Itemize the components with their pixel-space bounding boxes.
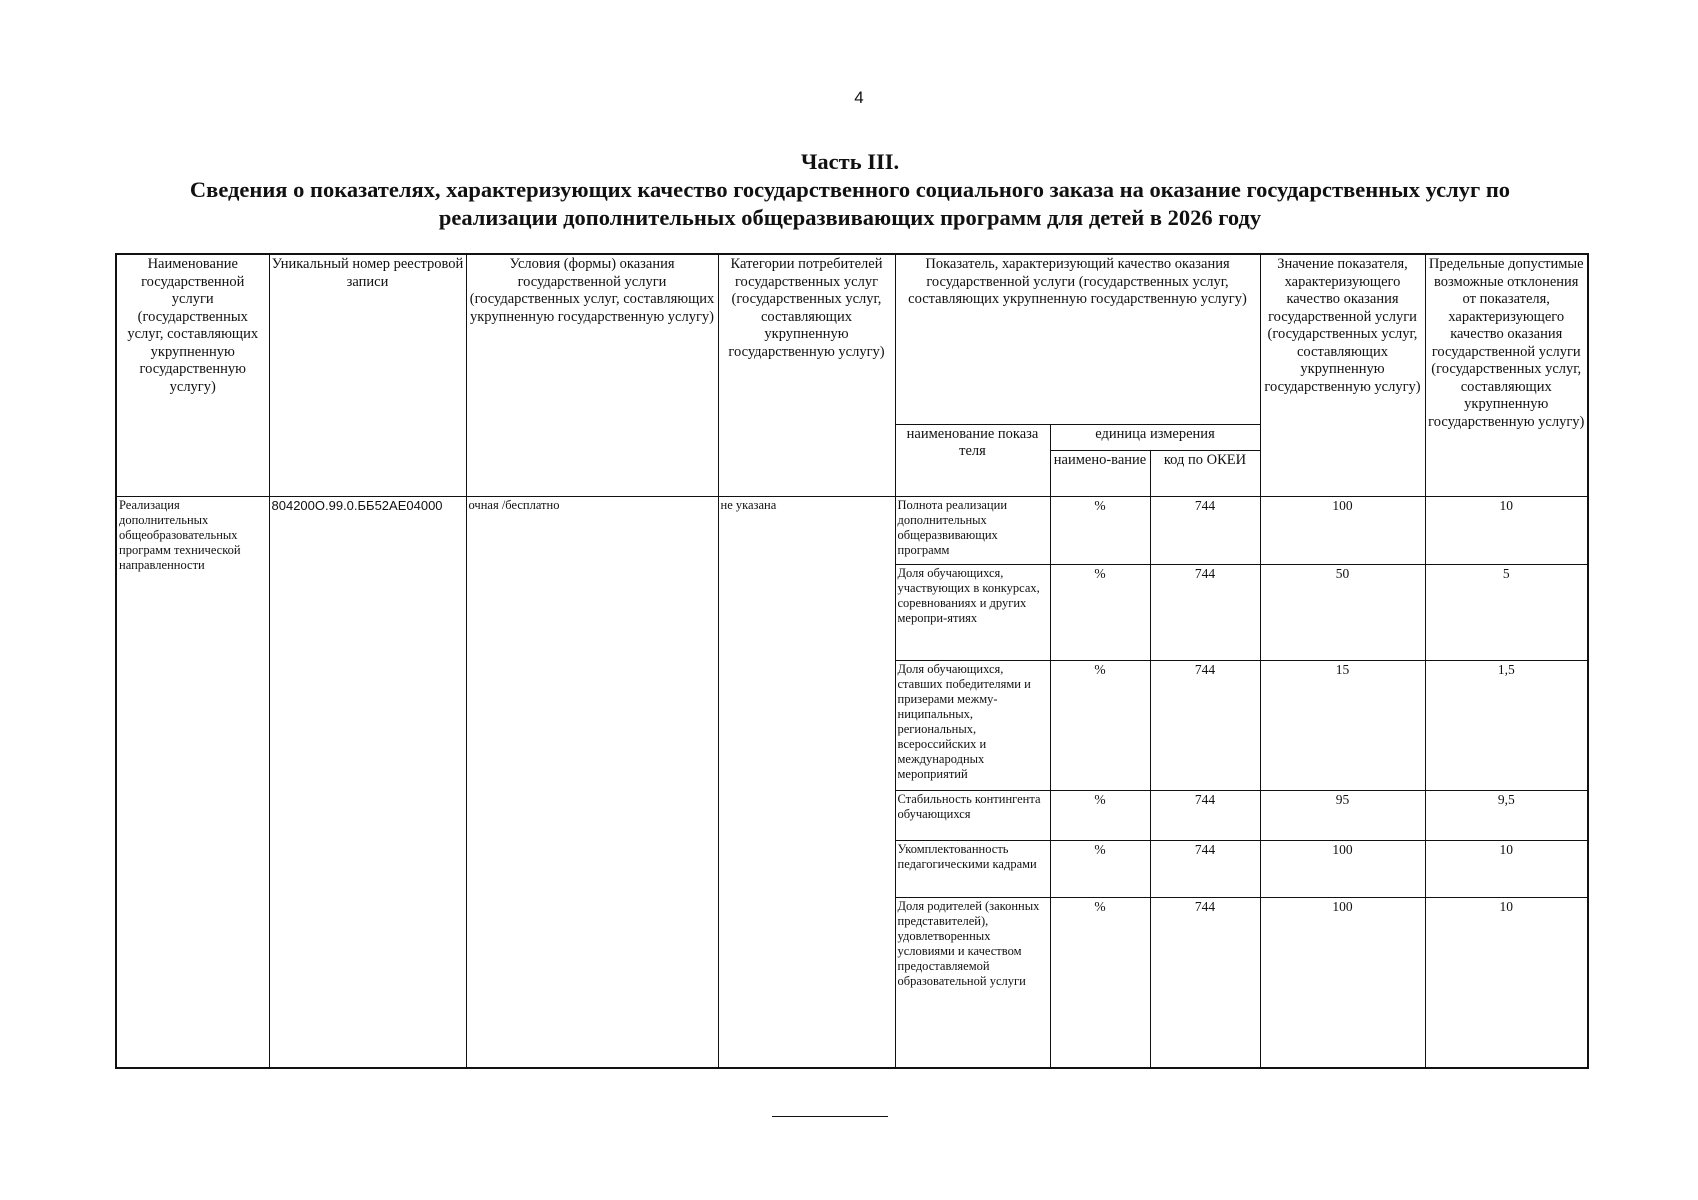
unit-name-cell: % (1050, 840, 1150, 897)
deviation-cell: 9,5 (1425, 790, 1588, 840)
unit-name-cell: % (1050, 660, 1150, 790)
deviation-cell: 10 (1425, 897, 1588, 1068)
unit-name-cell: % (1050, 897, 1150, 1068)
header-service-name: Наименование государственной услуги (государственных услуг, составляющих укрупненную государственную услугу) (116, 254, 269, 496)
header-value: Значение показателя, характеризующего качество оказания государственной услуги (государственных услуг, составляющих укрупненную государственную услугу) (1260, 254, 1425, 496)
indicator-name-cell: Стабильность контингента обучающихся (895, 790, 1050, 840)
indicator-name-cell: Укомплектованность педагогическими кадрами (895, 840, 1050, 897)
deviation-cell: 10 (1425, 496, 1588, 564)
header-unit: единица измерения (1050, 424, 1260, 450)
title-part: Часть III. (800, 149, 900, 174)
title-line-1: Сведения о показателях, характеризующих качество государственного социального заказа на оказание государственных услуг по (189, 177, 1511, 202)
header-registry-number: Уникальный номер реестровой записи (269, 254, 466, 496)
unit-code-cell: 744 (1150, 790, 1260, 840)
unit-code-cell: 744 (1150, 496, 1260, 564)
header-unit-code: код по ОКЕИ (1150, 450, 1260, 496)
value-cell: 15 (1260, 660, 1425, 790)
unit-name-cell: % (1050, 790, 1150, 840)
deviation-cell: 5 (1425, 564, 1588, 660)
document-title (140, 148, 1560, 232)
indicator-name-cell: Полнота реализации дополнительных общеразвивающих программ (895, 496, 1050, 564)
registry-number-cell: 804200О.99.0.ББ52АЕ04000 (269, 496, 466, 1068)
title-line-2: реализации дополнительных общеразвивающих программ для детей в 2026 году (438, 205, 1262, 230)
header-indicator-name: наименование показа теля (895, 424, 1050, 496)
table-row (116, 496, 1588, 564)
deviation-cell: 10 (1425, 840, 1588, 897)
header-conditions: Условия (формы) оказания государственной услуги (государственных услуг, составляющих укрупненную государственную услугу) (466, 254, 718, 496)
header-unit-name: наимено-вание (1050, 450, 1150, 496)
service-name-cell: Реализация дополнительных общеобразовательных программ технической направленности (116, 496, 269, 1068)
footer-rule (772, 1116, 888, 1117)
unit-code-cell: 744 (1150, 897, 1260, 1068)
header-categories: Категории потребителей государственных услуг (государственных услуг, составляющих укрупненную государственную услугу) (718, 254, 895, 496)
header-deviation: Предельные допустимые возможные отклонения от показателя, характеризующего качество оказания государственной услуги (государственных услуг, составляющих укрупненную государственную услугу) (1425, 254, 1588, 496)
deviation-cell: 1,5 (1425, 660, 1588, 790)
unit-code-cell: 744 (1150, 564, 1260, 660)
indicator-name-cell: Доля обучающихся, участвующих в конкурсах, соревнованиях и других меропри-ятиях (895, 564, 1050, 660)
value-cell: 50 (1260, 564, 1425, 660)
value-cell: 100 (1260, 897, 1425, 1068)
unit-name-cell: % (1050, 496, 1150, 564)
header-indicator: Показатель, характеризующий качество оказания государственной услуги (государственных услуг, составляющих укрупненную государственную услугу) (895, 254, 1260, 424)
value-cell: 95 (1260, 790, 1425, 840)
indicator-name-cell: Доля обучающихся, ставших победителями и призерами межму-ниципальных, региональных, всероссийских и международных мероприятий (895, 660, 1050, 790)
unit-code-cell: 744 (1150, 660, 1260, 790)
unit-name-cell: % (1050, 564, 1150, 660)
value-cell: 100 (1260, 840, 1425, 897)
value-cell: 100 (1260, 496, 1425, 564)
indicator-name-cell: Доля родителей (законных представителей), удовлетворенных условиями и качеством предоставляемой образовательной услуги (895, 897, 1050, 1068)
category-cell: не указана (718, 496, 895, 1068)
page-number: 4 (854, 88, 864, 107)
quality-indicators-table (115, 253, 1589, 1069)
conditions-cell: очная /бесплатно (466, 496, 718, 1068)
unit-code-cell: 744 (1150, 840, 1260, 897)
